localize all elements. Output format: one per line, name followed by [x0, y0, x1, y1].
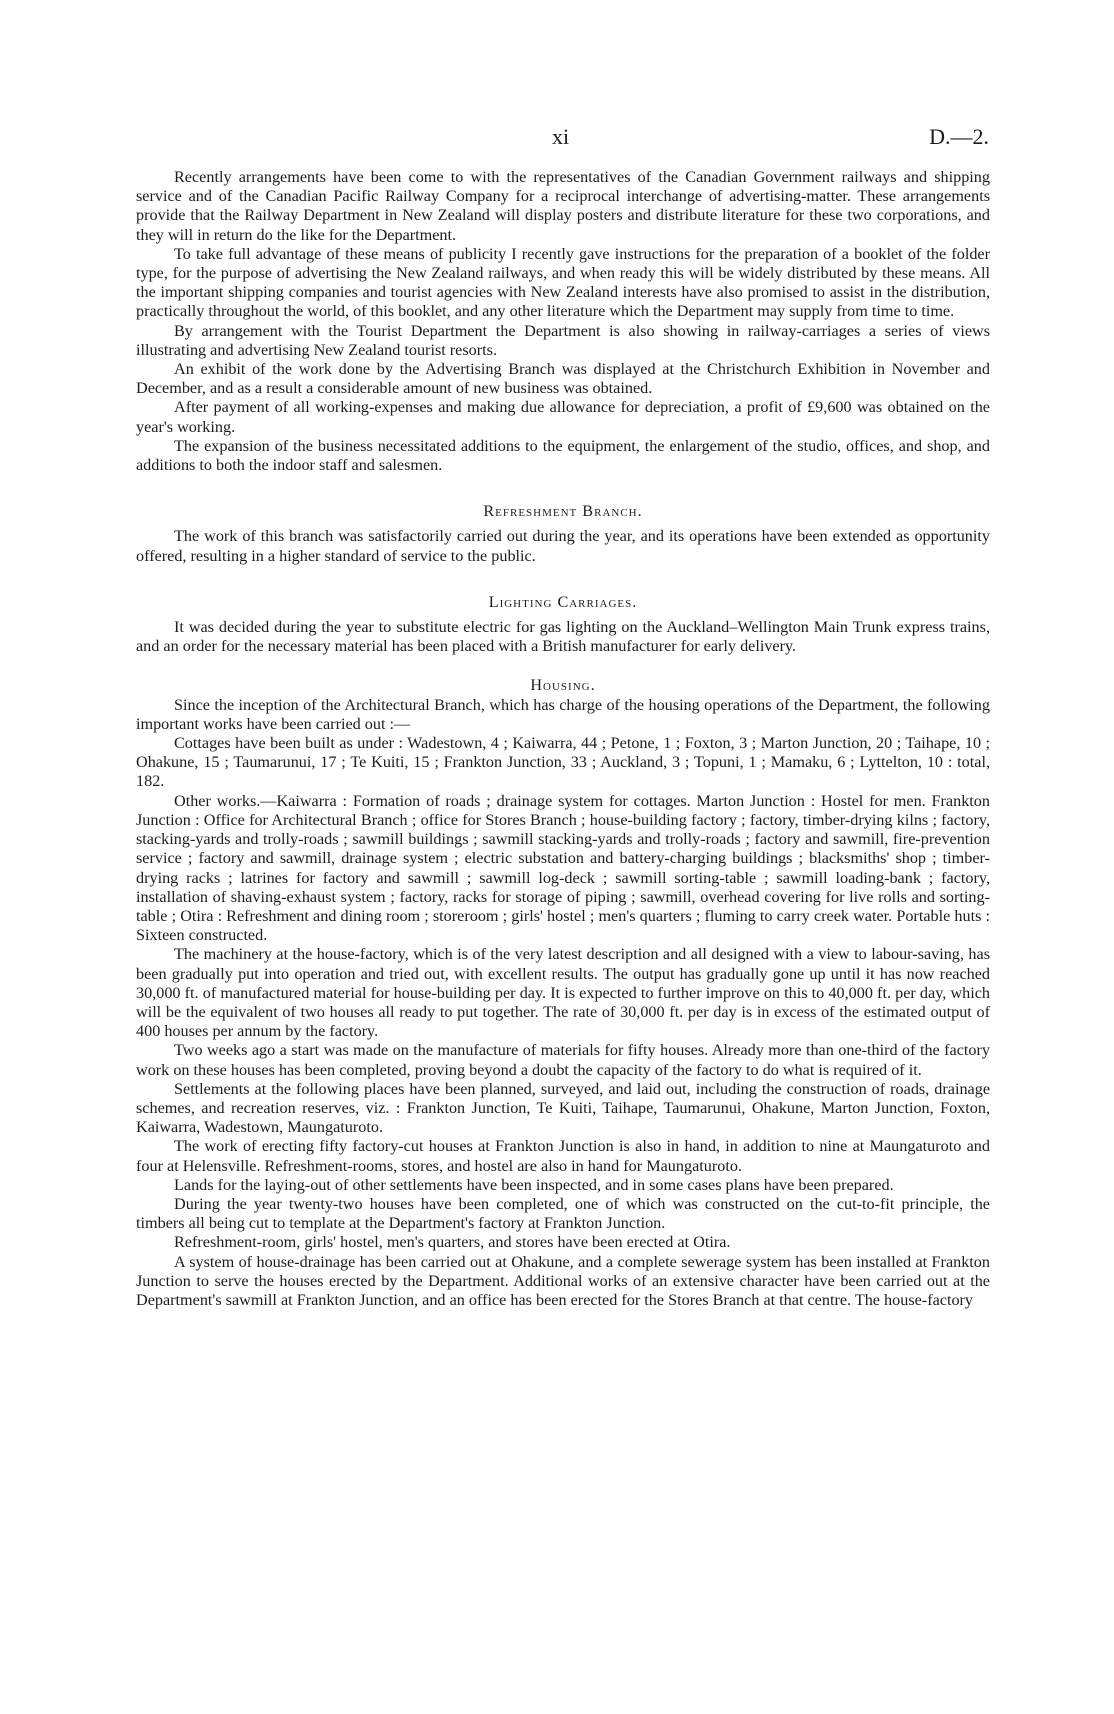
paragraph-houses-completed: During the year twenty-two houses have been completed, one of which was constructed on the cut-to-fit principle, the timbers all being cut to template at the Department's factory at Frankton Junction. — [136, 1194, 990, 1233]
section-heading-housing: Housing. — [530, 676, 596, 695]
paragraph-cottages: Cottages have been built as under : Wadestown, 4 ; Kaiwarra, 44 ; Petone, 1 ; Foxton, 3 ; Marton Junction, 20 ; Taihape, 10 ; Ohakune, 15 ; Taumarunui, 17 ; Te Kuiti, 15 ; Frankton Junction, 33 ; Auckland, 3 ; Topuni, 1 ; Mamaku, 6 ; Lyttelton, 10 : total, 182. — [136, 734, 990, 791]
section-heading-lighting: Lighting Carriages. — [488, 592, 638, 611]
page-number: xi — [552, 124, 570, 149]
paragraph-machinery: The machinery at the house-factory, which is of the very latest description and all designed with a view to labour-saving, has been gradually put into operation and tried out, with excellent results. The output has gradually gone up until it has now reached 30,000 ft. of manufactured material for house-building per day. It is expected to further improve on this to 40,000 ft. per day, which will be the equivalent of two houses all ready to put together. The rate of 30,000 ft. per day is in excess of the estimated output of 400 houses per annum by the factory. — [136, 945, 990, 1041]
section-heading-refreshment: Refreshment Branch. — [483, 502, 643, 521]
paragraph-tourist-department: By arrangement with the Tourist Department the Department is also showing in railway-carriages a series of views illustrating and advertising New Zealand tourist resorts. — [136, 321, 990, 359]
paragraph-factory-cut-houses: The work of erecting fifty factory-cut houses at Frankton Junction is also in hand, in addition to nine at Maungaturoto and four at Helensville. Refreshment-rooms, stores, and hostel are also in hand for Maungaturoto. — [136, 1137, 990, 1175]
paragraph-canadian-arrangements: Recently arrangements have been come to with the representatives of the Canadian Government railways and shipping service and of the Canadian Pacific Railway Company for a reciprocal interchange of advertising-matter. These arrangements provide that the Railway Department in New Zealand will display posters and distribute literature for these two corporations, and they will in return do the like for the Department. — [136, 168, 990, 244]
paragraph-housing-intro: Since the inception of the Architectural Branch, which has charge of the housing operations of the Department, the following important works have been carried out :— — [136, 695, 990, 733]
document-body — [136, 168, 990, 1310]
paragraph-booklet: To take full advantage of these means of publicity I recently gave instructions for the preparation of a booklet of the folder type, for the purpose of advertising the New Zealand railways, and when ready this will be widely distributed by these means. All the important shipping companies and tourist agencies with New Zealand interests have also promised to assist in the distribution, practically throughout the world, of this booklet, and any other literature which the Department may supply from time to time. — [136, 244, 990, 321]
paragraph-fifty-houses: Two weeks ago a start was made on the manufacture of materials for fifty houses. Already more than one-third of the factory work on these houses has been completed, proving beyond a doubt the capacity of the factory to do what is required of it. — [136, 1041, 990, 1079]
page-header — [0, 124, 1114, 154]
section-spacer — [136, 656, 990, 676]
paragraph-otira: Refreshment-room, girls' hostel, men's quarters, and stores have been erected at Otira. — [174, 1233, 731, 1252]
document-reference: D.—2. — [929, 124, 989, 149]
paragraph-profit: After payment of all working-expenses and making due allowance for depreciation, a profit of £9,600 was obtained on the year's working. — [136, 398, 990, 436]
paragraph-lands: Lands for the laying-out of other settlements have been inspected, and in some cases plans have been prepared. — [174, 1175, 894, 1194]
paragraph-other-works: Other works.—Kaiwarra : Formation of roads ; drainage system for cottages. Marton Junction : Hostel for men. Frankton Junction : Office for Architectural Branch ; office for Stores Branch ; house-building factory ; factory, timber-drying kilns ; factory, stacking-yards and trolly-roads ; sawmill buildings ; sawmill stacking-yards and trolly-roads ; factory and sawmill, fire-prevention service ; factory and sawmill, drainage system ; electric substation and battery-charging buildings ; blacksmiths' shop ; timber-drying racks ; latrines for factory and sawmill ; sawmill log-deck ; sawmill sorting-table ; sawmill loading-bank ; factory, installation of shaving-exhaust system ; factory, racks for storage of piping ; sawmill, overhead covering for live rolls and sorting-table ; Otira : Refreshment and dining room ; storeroom ; girls' hostel ; men's quarters ; fluming to carry creek water. Portable huts : Sixteen constructed. — [136, 791, 990, 945]
section-spacer — [136, 475, 990, 502]
paragraph-lighting: It was decided during the year to substitute electric for gas lighting on the Auckland–Wellington Main Trunk express trains, and an order for the necessary material has been placed with a British manufacturer for early delivery. — [136, 618, 990, 656]
paragraph-drainage: A system of house-drainage has been carried out at Ohakune, and a complete sewerage system has been installed at Frankton Junction to serve the houses erected by the Department. Additional works of an extensive character have been carried out at the Department's sawmill at Frankton Junction, and an office has been erected for the Stores Branch at that centre. The house-factory — [136, 1252, 990, 1309]
section-spacer — [136, 566, 990, 593]
paragraph-refreshment: The work of this branch was satisfactorily carried out during the year, and its operations have been extended as opportunity offered, resulting in a higher standard of service to the public. — [136, 527, 990, 565]
paragraph-expansion: The expansion of the business necessitated additions to the equipment, the enlargement of the studio, offices, and shop, and additions to both the indoor staff and salesmen. — [136, 436, 990, 475]
paragraph-settlements: Settlements at the following places have been planned, surveyed, and laid out, including the construction of roads, drainage schemes, and recreation reserves, viz. : Frankton Junction, Te Kuiti, Taihape, Taumarunui, Ohakune, Marton Junction, Foxton, Kaiwarra, Wadestown, Maungaturoto. — [136, 1079, 990, 1137]
paragraph-exhibition: An exhibit of the work done by the Advertising Branch was displayed at the Christchurch Exhibition in November and December, and as a result a considerable amount of new business was obtained. — [136, 360, 990, 398]
